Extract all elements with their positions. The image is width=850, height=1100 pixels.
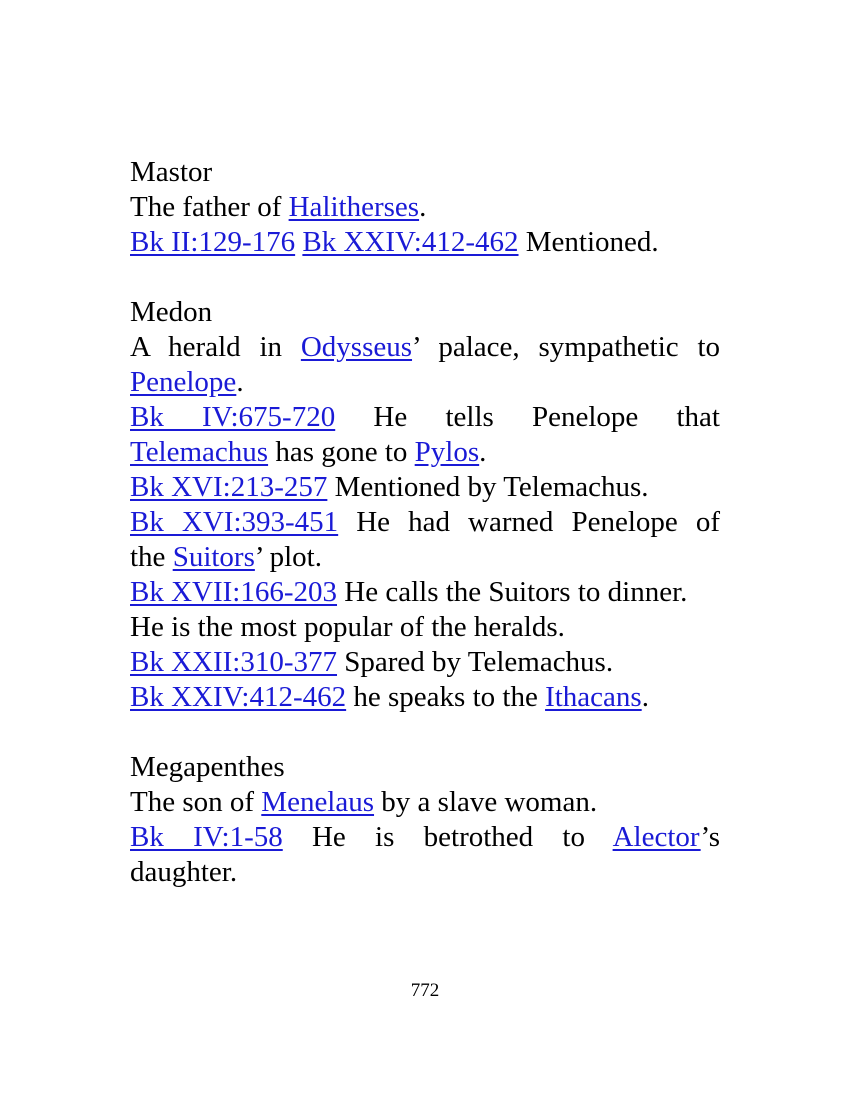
entry-reference: Bk XXIV:412-462 he speaks to the Ithacans. xyxy=(130,681,649,713)
entry-description: The son of Menelaus by a slave woman. xyxy=(130,786,598,818)
spacer xyxy=(130,260,720,295)
ref-link[interactable]: Bk IV:675-720 xyxy=(130,401,336,433)
entry-description: A herald in Odysseus’ palace, sympathetic to xyxy=(130,331,721,363)
link-pylos[interactable]: Pylos xyxy=(414,436,480,468)
ref-link[interactable]: Bk XVII:166-203 xyxy=(130,576,338,608)
entry-description: The father of Halitherses. xyxy=(130,191,427,223)
entry-reference: Telemachus has gone to Pylos. xyxy=(130,436,487,468)
entry-reference: Bk XVI:393-451 He had warned Penelope of xyxy=(130,506,720,538)
ref-link[interactable]: Bk XXII:310-377 xyxy=(130,646,338,678)
entry-description: Penelope. xyxy=(130,366,244,398)
link-ithacans[interactable]: Ithacans xyxy=(545,681,642,713)
ref-link[interactable]: Bk II:129-176 xyxy=(130,226,296,258)
link-suitors[interactable]: Suitors xyxy=(172,541,255,573)
ref-link[interactable]: Bk XVI:213-257 xyxy=(130,471,328,503)
link-halitherses[interactable]: Halitherses xyxy=(288,191,420,223)
entry-title-mastor: Mastor xyxy=(130,156,213,188)
ref-link[interactable]: Bk XXIV:412-462 xyxy=(130,681,347,713)
page-number: 772 xyxy=(410,980,440,1001)
link-alector[interactable]: Alector xyxy=(612,821,701,853)
entry-reference: Bk II:129-176 Bk XXIV:412-462 Mentioned. xyxy=(130,226,659,258)
entry-title-medon: Medon xyxy=(130,296,213,328)
link-telemachus[interactable]: Telemachus xyxy=(130,436,269,468)
link-odysseus[interactable]: Odysseus xyxy=(300,331,413,363)
entry-title-megapenthes: Megapenthes xyxy=(130,751,285,783)
entry-reference: Bk IV:1-58 He is betrothed to Alector’s xyxy=(130,821,720,853)
glossary-page xyxy=(130,155,720,890)
entry-reference: Bk IV:675-720 He tells Penelope that xyxy=(130,401,720,433)
ref-link[interactable]: Bk IV:1-58 xyxy=(130,821,283,853)
entry-reference: Bk XVII:166-203 He calls the Suitors to dinner. xyxy=(130,576,688,608)
ref-link[interactable]: Bk XVI:393-451 xyxy=(130,506,339,538)
entry-reference: daughter. xyxy=(130,856,238,888)
entry-note: He is the most popular of the heralds. xyxy=(130,611,565,643)
entry-reference: Bk XVI:213-257 Mentioned by Telemachus. xyxy=(130,471,649,503)
ref-link[interactable]: Bk XXIV:412-462 xyxy=(302,226,519,258)
entry-reference: the Suitors’ plot. xyxy=(130,541,322,573)
entry-reference: Bk XXII:310-377 Spared by Telemachus. xyxy=(130,646,614,678)
spacer xyxy=(130,715,720,750)
link-menelaus[interactable]: Menelaus xyxy=(261,786,375,818)
link-penelope[interactable]: Penelope xyxy=(130,366,237,398)
